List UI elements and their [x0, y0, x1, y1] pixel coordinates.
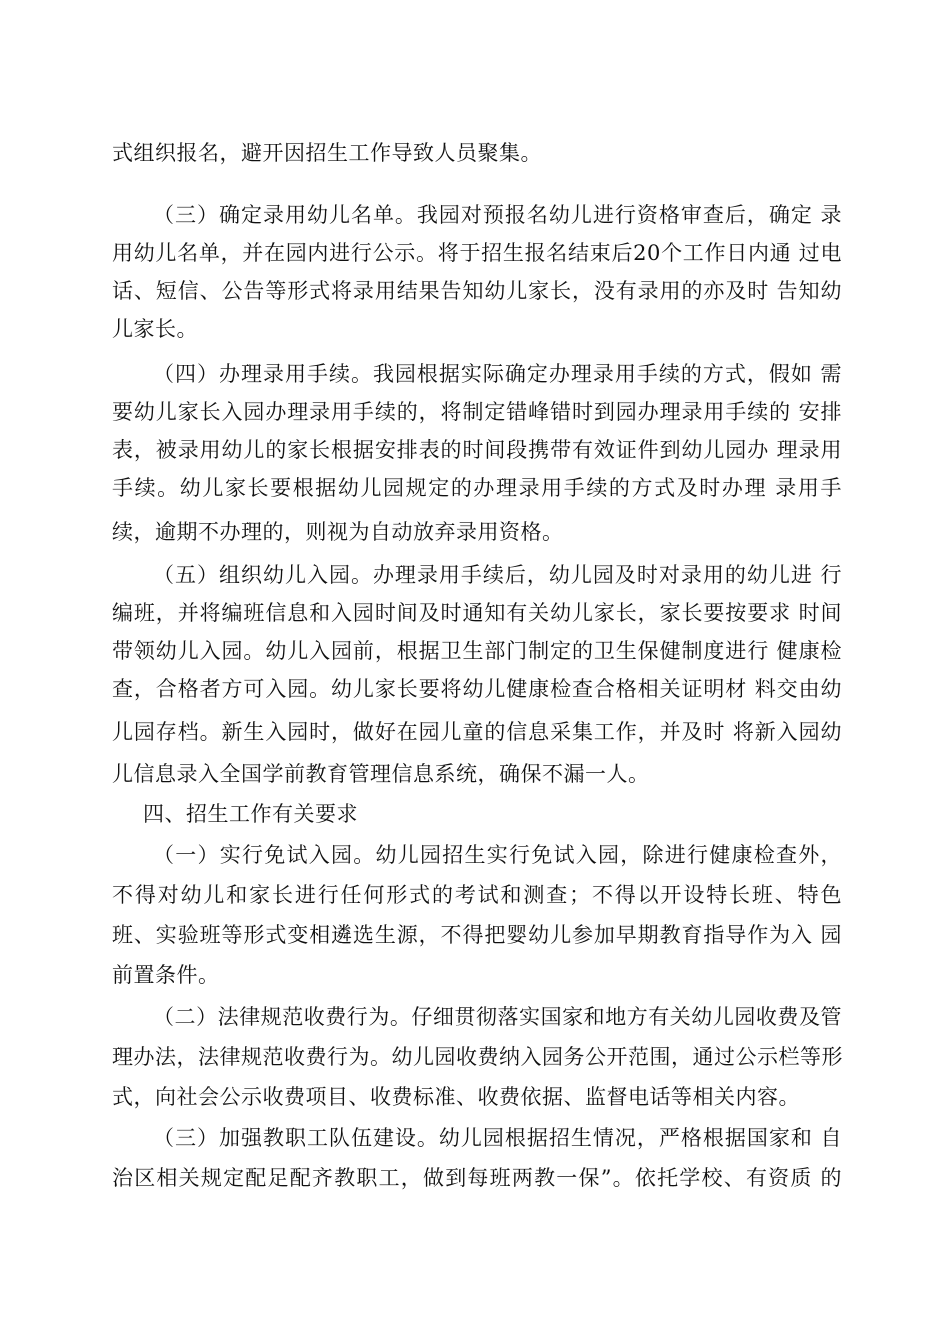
text-line: 表，被录用幼儿的家长根据安排表的时间段携带有效证件到幼儿园办 理录用: [112, 438, 842, 462]
text-line: （二）法律规范收费行为。仔细贯彻落实国家和地方有关幼儿园收费及管: [153, 1005, 842, 1029]
text-line: 要幼儿家长入园办理录用手续的，将制定错峰错时到园办理录用手续的 安排: [112, 400, 842, 424]
text-line: 式，向社会公示收费项目、收费标准、收费依据、监督电话等相关内容。: [112, 1085, 800, 1109]
text-line: （三）确定录用幼儿名单。我园对预报名幼儿进行资格审查后，确定 录: [153, 203, 842, 227]
text-line: 带领幼儿入园。幼儿入园前，根据卫生部门制定的卫生保健制度进行 健康检: [112, 639, 842, 663]
text-line: 查，合格者方可入园。幼儿家长要将幼儿健康检查合格相关证明材 料交由幼: [112, 677, 842, 701]
text-line: 儿园存档。新生入园时，做好在园儿童的信息采集工作，并及时 将新入园幼: [112, 720, 842, 744]
text-line: 班、实验班等形式变相遴选生源，不得把婴幼儿参加早期教育指导作为入 园: [112, 923, 842, 947]
section-heading: 四、招生工作有关要求: [143, 802, 358, 826]
text-line: 治区相关规定配足配齐教职工，做到每班两教一保”。依托学校、有资质 的: [112, 1166, 842, 1190]
text-line: 儿家长。: [112, 317, 198, 341]
text-line: 式组织报名，避开因招生工作导致人员聚集。: [112, 141, 542, 165]
text-line: 不得对幼儿和家长进行任何形式的考试和测查；不得以开设特长班、特色: [112, 883, 842, 907]
text-line: 用幼儿名单，并在园内进行公示。将于招生报名结束后20个工作日内通 过电: [112, 241, 842, 265]
text-line: （一）实行免试入园。幼儿园招生实行免试入园，除进行健康检查外，: [153, 843, 842, 867]
text-line: 前置条件。: [112, 963, 220, 987]
text-line: 编班，并将编班信息和入园时间及时通知有关幼儿家长，家长要按要求 时间: [112, 601, 842, 625]
text-line: 续，逾期不办理的，则视为自动放弃录用资格。: [112, 520, 564, 544]
text-line: 话、短信、公告等形式将录用结果告知幼儿家长，没有录用的亦及时 告知幼: [112, 279, 842, 303]
text-line: （三）加强教职工队伍建设。幼儿园根据招生情况，严格根据国家和 自: [153, 1126, 842, 1150]
text-line: （四）办理录用手续。我园根据实际确定办理录用手续的方式，假如 需: [153, 362, 842, 386]
text-line: 理办法，法律规范收费行为。幼儿园收费纳入园务公开范围，通过公示栏等形: [112, 1045, 843, 1069]
text-line: 手续。幼儿家长要根据幼儿园规定的办理录用手续的方式及时办理 录用手: [112, 476, 842, 500]
text-line: （五）组织幼儿入园。办理录用手续后，幼儿园及时对录用的幼儿进 行: [153, 563, 842, 587]
text-line: 儿信息录入全国学前教育管理信息系统，确保不漏一人。: [112, 762, 650, 786]
